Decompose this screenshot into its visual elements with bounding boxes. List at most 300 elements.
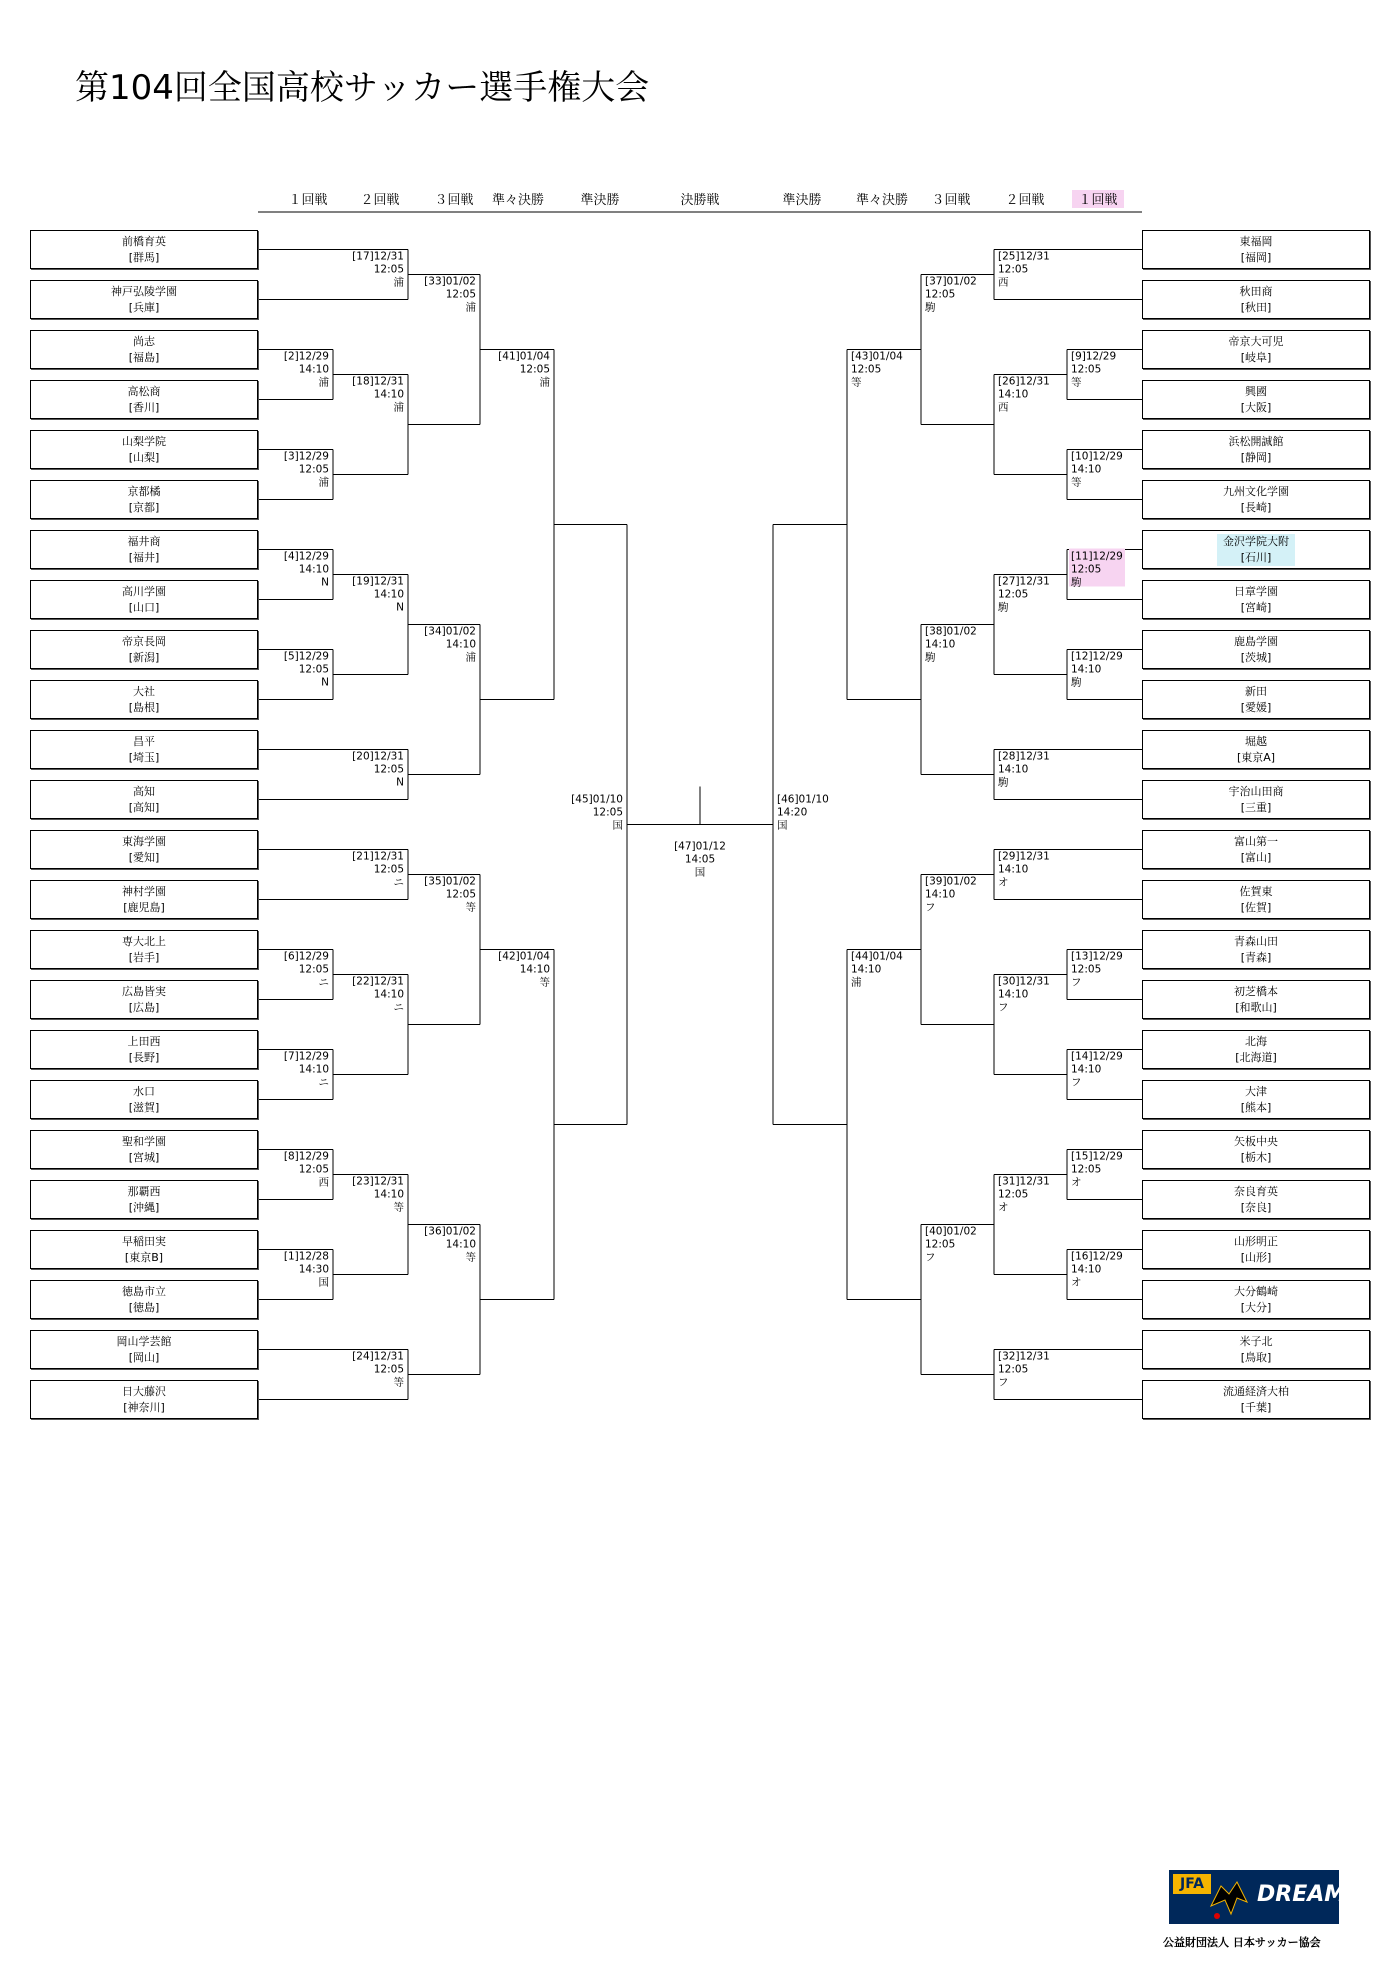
team-prefecture: [長崎] <box>1240 501 1272 514</box>
left-team-box <box>30 680 258 719</box>
team-prefecture: [福井] <box>128 551 160 564</box>
match-time: 14:10 <box>445 1238 476 1251</box>
match-time: 12:05 <box>1071 1163 1102 1176</box>
match-id-date: [12]12/29 <box>1071 650 1123 663</box>
left-r1-match <box>284 951 329 989</box>
left-r3-match <box>424 876 476 914</box>
round-label: ２回戦 <box>1005 193 1045 208</box>
match-id-date: [14]12/29 <box>1071 1050 1123 1063</box>
team-prefecture: [埼玉] <box>128 751 160 764</box>
match-time: 14:10 <box>998 388 1029 401</box>
match-venue: 西 <box>998 401 1009 414</box>
page-title: 第104回全国高校サッカー選手権大会 <box>75 68 650 108</box>
team-name: 徳島市立 <box>122 1285 166 1298</box>
team-prefecture: [千葉] <box>1240 1401 1272 1414</box>
left-team-box <box>30 430 258 469</box>
match-venue: N <box>321 576 329 589</box>
match-venue: 駒 <box>998 601 1009 614</box>
right-team-box <box>1142 980 1370 1019</box>
left-team-box <box>30 1330 258 1369</box>
team-prefecture: [大阪] <box>1240 401 1272 414</box>
match-id-date: [17]12/31 <box>352 250 404 263</box>
left-team-box <box>30 1130 258 1169</box>
left-r3-match <box>424 1226 476 1264</box>
match-time: 14:10 <box>373 988 404 1001</box>
match-id-date: [11]12/29 <box>1071 550 1123 563</box>
team-prefecture: [茨城] <box>1240 651 1272 664</box>
team-name: 興國 <box>1245 385 1267 398</box>
right-team-box <box>1142 1330 1370 1369</box>
right-sf-match <box>777 794 829 832</box>
team-prefecture: [大分] <box>1240 1301 1272 1314</box>
match-id-date: [26]12/31 <box>998 375 1050 388</box>
match-venue: フ <box>998 1376 1009 1389</box>
right-team-box <box>1142 1380 1370 1419</box>
match-time: 14:10 <box>998 988 1029 1001</box>
team-prefecture: [秋田] <box>1240 301 1272 314</box>
match-venue: 駒 <box>925 301 936 314</box>
right-r1-match <box>1070 651 1123 689</box>
match-time: 14:10 <box>925 888 956 901</box>
match-id-date: [21]12/31 <box>352 850 404 863</box>
right-team-box <box>1142 330 1370 369</box>
team-name: 日大藤沢 <box>122 1385 166 1398</box>
match-id-date: [24]12/31 <box>352 1350 404 1363</box>
team-prefecture: [愛媛] <box>1240 701 1272 714</box>
round-label: ３回戦 <box>931 193 971 208</box>
match-venue: 等 <box>851 376 862 389</box>
match-time: 14:20 <box>777 806 808 819</box>
right-r1-match <box>1071 1151 1123 1189</box>
team-name: 秋田商 <box>1239 285 1273 298</box>
team-prefecture: [福岡] <box>1240 251 1272 264</box>
match-time: 12:05 <box>998 1363 1029 1376</box>
match-id-date: [1]12/28 <box>283 1250 329 1263</box>
round-label: ３回戦 <box>434 193 474 208</box>
team-name: 初芝橋本 <box>1234 985 1278 998</box>
match-id-date: [40]01/02 <box>925 1225 977 1238</box>
left-r2-match <box>352 1351 404 1389</box>
right-r1-match <box>1071 1251 1123 1289</box>
match-venue: 浦 <box>393 276 404 289</box>
match-venue: N <box>321 676 329 689</box>
team-name: 大分鶴崎 <box>1234 1285 1278 1298</box>
match-id-date: [32]12/31 <box>998 1350 1050 1363</box>
team-prefecture: [広島] <box>128 1001 160 1014</box>
team-name: 昌平 <box>133 735 155 748</box>
right-team-box <box>1142 380 1370 419</box>
match-venue: 国 <box>694 866 706 879</box>
left-qf-match <box>498 351 550 389</box>
left-team-box <box>30 380 258 419</box>
match-id-date: [44]01/04 <box>851 950 903 963</box>
left-team-box <box>30 530 258 569</box>
left-r1-match <box>284 1151 330 1189</box>
match-labels <box>284 251 1125 1389</box>
match-venue: フ <box>925 901 936 914</box>
team-name: 堀越 <box>1245 735 1267 748</box>
team-prefecture: [香川] <box>128 401 160 414</box>
team-name: 東福岡 <box>1239 235 1273 248</box>
left-team-box <box>30 830 258 869</box>
left-r1-match <box>284 1051 329 1089</box>
right-team-box <box>1142 230 1370 269</box>
right-r3-match <box>924 276 977 314</box>
match-id-date: [36]01/02 <box>424 1225 476 1238</box>
match-time: 12:05 <box>445 288 476 301</box>
left-team-box <box>30 280 258 319</box>
match-time: 12:05 <box>298 663 329 676</box>
left-team-box <box>30 580 258 619</box>
right-r2-match <box>997 576 1050 614</box>
left-team-box <box>30 780 258 819</box>
team-name: 流通経済大柏 <box>1223 1385 1289 1398</box>
match-time: 12:05 <box>1071 363 1102 376</box>
team-prefecture: [東京B] <box>124 1251 164 1264</box>
organization-name: 公益財団法人 日本サッカー協会 <box>1163 1936 1321 1949</box>
right-r2-match <box>998 251 1050 289</box>
left-r2-match <box>352 1176 404 1214</box>
left-r1-match <box>284 351 330 389</box>
team-prefecture: [島根] <box>128 701 160 714</box>
match-venue: 国 <box>612 819 623 832</box>
right-team-box <box>1142 1180 1370 1219</box>
team-prefecture: [愛知] <box>128 851 160 864</box>
left-team-box <box>30 1280 258 1319</box>
team-prefecture: [青森] <box>1240 951 1272 964</box>
match-venue: 国 <box>318 1276 329 1289</box>
right-team-box <box>1142 1230 1370 1269</box>
match-id-date: [5]12/29 <box>283 650 329 663</box>
right-team-box <box>1142 780 1370 819</box>
match-time: 14:10 <box>373 1188 404 1201</box>
match-id-date: [31]12/31 <box>998 1175 1050 1188</box>
match-venue: オ <box>1071 1276 1082 1289</box>
team-name: 帝京大可児 <box>1228 335 1284 348</box>
match-venue: 西 <box>998 276 1009 289</box>
team-name: 浜松開誠館 <box>1228 435 1284 448</box>
match-id-date: [6]12/29 <box>283 950 329 963</box>
team-prefecture: [沖縄] <box>128 1201 160 1214</box>
match-id-date: [8]12/29 <box>283 1150 329 1163</box>
match-id-date: [15]12/29 <box>1071 1150 1123 1163</box>
match-id-date: [20]12/31 <box>352 750 404 763</box>
team-name: 奈良育英 <box>1234 1185 1278 1198</box>
team-prefecture: [宮城] <box>128 1151 160 1164</box>
left-team-box <box>30 1230 258 1269</box>
match-id-date: [29]12/31 <box>998 850 1050 863</box>
team-prefecture: [岐阜] <box>1240 351 1272 364</box>
match-time: 12:05 <box>373 863 404 876</box>
right-r1-match <box>1071 351 1116 389</box>
left-team-box <box>30 1080 258 1119</box>
match-time: 14:10 <box>298 563 329 576</box>
right-r3-match <box>924 626 977 664</box>
match-time: 14:10 <box>998 863 1029 876</box>
match-id-date: [41]01/04 <box>498 350 550 363</box>
match-id-date: [30]12/31 <box>998 975 1050 988</box>
match-id-date: [39]01/02 <box>925 875 977 888</box>
match-time: 14:30 <box>298 1263 329 1276</box>
match-venue: ニ <box>318 976 329 989</box>
team-name: 富山第一 <box>1234 835 1278 848</box>
team-name: 北海 <box>1245 1035 1267 1048</box>
left-qf-match <box>498 951 550 989</box>
team-prefecture: [宮崎] <box>1240 601 1272 614</box>
team-prefecture: [群馬] <box>128 251 160 264</box>
match-time: 12:05 <box>519 363 550 376</box>
match-time: 12:05 <box>373 763 404 776</box>
team-name: 山形明正 <box>1234 1235 1278 1248</box>
team-name: 尚志 <box>133 335 155 348</box>
match-time: 14:10 <box>519 963 550 976</box>
team-prefecture: [富山] <box>1240 851 1272 864</box>
round-label: 準決勝 <box>580 193 620 208</box>
right-r1-match <box>1071 951 1123 989</box>
round-label: ２回戦 <box>360 193 400 208</box>
round-label: 準々決勝 <box>855 193 909 208</box>
left-r3-match <box>424 626 476 664</box>
left-team-box <box>30 230 258 269</box>
match-venue: 駒 <box>1071 676 1082 689</box>
team-prefecture: [静岡] <box>1240 451 1272 464</box>
match-venue: フ <box>925 1251 936 1264</box>
team-name: 那覇西 <box>127 1185 161 1198</box>
match-venue: オ <box>1071 1176 1082 1189</box>
match-venue: 等 <box>539 976 550 989</box>
left-r1-match <box>284 1251 329 1289</box>
match-time: 12:05 <box>998 1188 1029 1201</box>
left-r2-match <box>352 251 404 289</box>
right-team-box <box>1142 930 1370 969</box>
team-name: 神村学園 <box>122 885 166 898</box>
match-time: 14:05 <box>684 853 716 866</box>
match-venue: フ <box>998 1001 1009 1014</box>
right-r2-match <box>998 376 1050 414</box>
team-name: 高川学園 <box>122 585 166 598</box>
team-prefecture: [岡山] <box>128 1351 160 1364</box>
match-venue: N <box>396 776 404 789</box>
match-id-date: [2]12/29 <box>283 350 329 363</box>
right-r2-match <box>998 1176 1050 1214</box>
left-team-box <box>30 630 258 669</box>
team-name: 上田西 <box>127 1035 161 1048</box>
yatagarasu-icon <box>1207 1876 1251 1920</box>
match-venue: 浦 <box>318 476 329 489</box>
left-r2-match <box>352 976 404 1014</box>
match-time: 14:10 <box>925 638 956 651</box>
team-name: 早稲田実 <box>122 1235 166 1248</box>
right-r1-match <box>1069 549 1125 589</box>
bracket-lines <box>258 250 1142 1400</box>
team-name: 帝京長岡 <box>122 635 166 648</box>
match-id-date: [4]12/29 <box>283 550 329 563</box>
match-time: 12:05 <box>298 963 329 976</box>
left-r2-match <box>352 751 404 789</box>
team-name: 福井商 <box>127 535 161 548</box>
team-name: 佐賀東 <box>1239 885 1273 898</box>
left-team-box <box>30 980 258 1019</box>
left-r1-match <box>284 451 330 489</box>
right-r3-match <box>925 876 977 914</box>
left-r2-match <box>352 576 404 614</box>
team-name: 高知 <box>133 785 155 798</box>
team-prefecture: [兵庫] <box>128 301 160 314</box>
team-name: 金沢学院大附 <box>1217 534 1295 550</box>
left-team-box <box>30 480 258 519</box>
left-team-box <box>30 1030 258 1069</box>
team-prefecture: [北海道] <box>1235 1051 1277 1064</box>
match-venue: 国 <box>777 819 788 832</box>
match-time: 14:10 <box>1071 663 1102 676</box>
left-team-box <box>30 930 258 969</box>
match-venue: 等 <box>1071 376 1082 389</box>
right-r3-match <box>925 1226 977 1264</box>
match-id-date: [13]12/29 <box>1071 950 1123 963</box>
match-id-date: [16]12/29 <box>1071 1250 1123 1263</box>
match-time: 14:10 <box>851 963 882 976</box>
team-prefecture: [石川] <box>1217 550 1295 566</box>
match-id-date: [19]12/31 <box>352 575 404 588</box>
team-name: 水口 <box>133 1085 155 1098</box>
match-venue: 浦 <box>465 651 476 664</box>
right-team-box <box>1142 580 1370 619</box>
match-id-date: [25]12/31 <box>998 250 1050 263</box>
match-time: 14:10 <box>298 363 329 376</box>
round-label: 準決勝 <box>782 193 822 208</box>
dream-wordmark: DREAM <box>1257 1882 1347 1907</box>
match-venue: フ <box>1071 976 1082 989</box>
left-team-box <box>30 730 258 769</box>
match-id-date: [45]01/10 <box>571 793 623 806</box>
right-team-box <box>1142 680 1370 719</box>
match-id-date: [18]12/31 <box>352 375 404 388</box>
team-prefecture: [東京A] <box>1236 751 1276 764</box>
match-id-date: [42]01/04 <box>498 950 550 963</box>
right-team-box <box>1142 1130 1370 1169</box>
match-id-date: [43]01/04 <box>851 350 903 363</box>
right-team-box <box>1142 530 1370 569</box>
right-team-box <box>1142 1030 1370 1069</box>
match-id-date: [28]12/31 <box>998 750 1050 763</box>
match-id-date: [9]12/29 <box>1071 350 1117 363</box>
match-time: 12:05 <box>1071 563 1102 576</box>
team-name: 大社 <box>133 685 155 698</box>
match-time: 12:05 <box>373 1363 404 1376</box>
team-name: 宇治山田商 <box>1228 785 1284 798</box>
team-prefecture: [山形] <box>1240 1251 1272 1264</box>
team-name: 九州文化学園 <box>1223 485 1289 498</box>
right-team-box <box>1142 630 1370 669</box>
team-prefecture: [岩手] <box>128 951 160 964</box>
match-id-date: [46]01/10 <box>777 793 829 806</box>
left-team-box <box>30 330 258 369</box>
team-prefecture: [長野] <box>128 1051 160 1064</box>
team-prefecture: [三重] <box>1240 801 1272 814</box>
team-prefecture: [鳥取] <box>1240 1351 1272 1364</box>
match-venue: N <box>396 601 404 614</box>
match-venue: 等 <box>465 901 476 914</box>
match-time: 14:10 <box>1071 1263 1102 1276</box>
match-time: 12:05 <box>925 288 956 301</box>
match-time: 12:05 <box>298 463 329 476</box>
match-venue: ニ <box>393 876 404 889</box>
team-name: 神戸弘陵学園 <box>111 285 177 298</box>
team-prefecture: [和歌山] <box>1235 1001 1277 1014</box>
match-venue: 駒 <box>1071 576 1082 589</box>
left-sf-match <box>571 794 623 832</box>
match-time: 12:05 <box>998 263 1029 276</box>
right-r1-match <box>1071 1051 1123 1089</box>
match-id-date: [23]12/31 <box>352 1175 404 1188</box>
right-r2-match <box>998 1351 1050 1389</box>
match-venue: ニ <box>318 1076 329 1089</box>
match-venue: 浦 <box>393 401 404 414</box>
team-name: 専大北上 <box>122 935 166 948</box>
match-id-date: [34]01/02 <box>424 625 476 638</box>
match-id-date: [37]01/02 <box>925 275 977 288</box>
footer <box>1163 1870 1347 1960</box>
team-prefecture: [新潟] <box>128 651 160 664</box>
team-name: 米子北 <box>1239 1335 1273 1348</box>
right-team-box <box>1142 1080 1370 1119</box>
match-time: 14:10 <box>998 763 1029 776</box>
left-team-box <box>30 1380 258 1419</box>
jfa-logo <box>1169 1870 1347 1924</box>
match-time: 14:10 <box>445 638 476 651</box>
match-time: 12:05 <box>1071 963 1102 976</box>
match-venue: 浦 <box>851 976 862 989</box>
match-time: 14:10 <box>373 388 404 401</box>
match-time: 12:05 <box>925 1238 956 1251</box>
match-id-date: [22]12/31 <box>352 975 404 988</box>
match-venue: フ <box>1071 1076 1082 1089</box>
right-team-box <box>1142 280 1370 319</box>
match-time: 12:05 <box>445 888 476 901</box>
team-name: 新田 <box>1245 685 1267 698</box>
team-name: 山梨学院 <box>122 435 166 448</box>
right-team-box <box>1142 430 1370 469</box>
team-prefecture: [奈良] <box>1240 1201 1272 1214</box>
match-id-date: [33]01/02 <box>424 275 476 288</box>
match-venue: 等 <box>393 1201 404 1214</box>
left-team-box <box>30 880 258 919</box>
match-time: 12:05 <box>592 806 623 819</box>
left-team-box <box>30 1180 258 1219</box>
right-team-box <box>1142 480 1370 519</box>
final-match <box>674 841 726 879</box>
match-time: 14:10 <box>373 588 404 601</box>
team-name: 日章学園 <box>1234 585 1278 598</box>
right-team-box <box>1142 830 1370 869</box>
match-id-date: [3]12/29 <box>283 450 329 463</box>
team-prefecture: [佐賀] <box>1240 901 1272 914</box>
team-prefecture: [栃木] <box>1240 1151 1272 1164</box>
round-label: 決勝戦 <box>680 193 720 208</box>
match-venue: 等 <box>1071 476 1082 489</box>
right-team-box <box>1142 1280 1370 1319</box>
team-name: 高松商 <box>127 385 161 398</box>
team-name: 大津 <box>1245 1085 1267 1098</box>
team-name: 東海学園 <box>122 835 166 848</box>
team-name: 広島皆実 <box>122 985 166 998</box>
team-prefecture: [京都] <box>128 501 160 514</box>
team-prefecture: [福島] <box>128 351 160 364</box>
right-r2-match <box>998 851 1050 889</box>
jfa-wordmark: JFA <box>1173 1874 1211 1894</box>
team-name: 前橋育英 <box>122 235 166 248</box>
match-id-date: [27]12/31 <box>998 575 1050 588</box>
